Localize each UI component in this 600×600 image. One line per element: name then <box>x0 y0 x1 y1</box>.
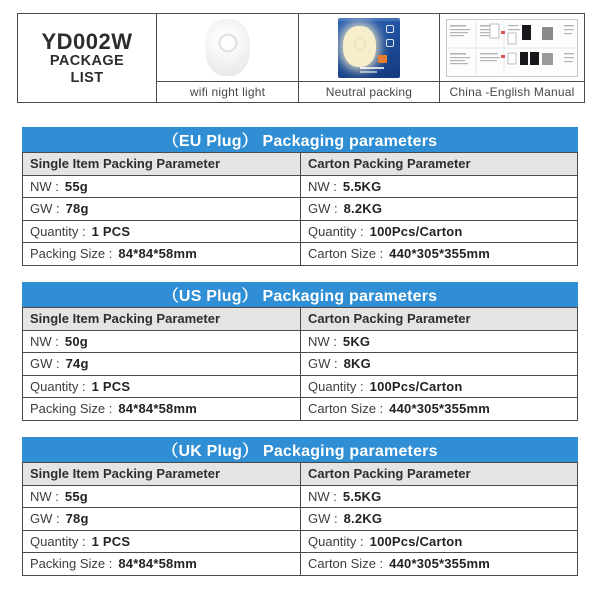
param-value: 74g <box>65 356 89 372</box>
us-table-title: （US Plug） Packaging parameters <box>22 282 578 307</box>
param-label: NW : <box>30 333 59 349</box>
param-value: 100Pcs/Carton <box>369 378 463 394</box>
param-label: GW : <box>308 356 338 372</box>
param-label: Packing Size : <box>30 246 113 262</box>
box-orange-badge <box>378 55 387 63</box>
uk-single-quantity <box>23 530 300 553</box>
param-label: NW : <box>308 488 337 504</box>
box-text-line <box>360 71 377 73</box>
eu-single-nw <box>23 175 300 198</box>
param-value: 1 PCS <box>91 378 131 394</box>
manual-image-area <box>440 14 584 81</box>
param-label: GW : <box>30 201 60 217</box>
night-light-caption: wifi night light <box>157 81 298 102</box>
us-carton-size <box>300 397 577 420</box>
param-value: 5.5KG <box>342 488 382 504</box>
wifi-night-light-image <box>205 19 250 76</box>
eu-carton-quantity <box>300 220 577 243</box>
param-label: Quantity : <box>308 223 364 239</box>
product-cell-neutral-packing <box>298 14 439 102</box>
packing-caption: Neutral packing <box>299 81 439 102</box>
param-value: 1 PCS <box>91 533 131 549</box>
manual-caption: China -English Manual <box>440 81 584 102</box>
eu-right-column-header: Carton Packing Parameter <box>300 153 577 175</box>
model-name: YD002W <box>41 28 133 54</box>
box-night-light-front <box>343 26 376 67</box>
param-label: Quantity : <box>308 378 364 394</box>
uk-left-column-header: Single Item Packing Parameter <box>23 463 300 485</box>
param-value: 8KG <box>343 356 371 372</box>
param-value: 8.2KG <box>343 201 383 217</box>
eu-packing-size <box>23 242 300 265</box>
uk-right-column-header: Carton Packing Parameter <box>300 463 577 485</box>
param-label: GW : <box>30 511 60 527</box>
box-feature-icon <box>386 39 394 47</box>
param-value: 55g <box>64 178 88 194</box>
param-label: GW : <box>308 511 338 527</box>
us-carton-quantity <box>300 375 577 398</box>
eu-single-quantity <box>23 220 300 243</box>
us-packing-size <box>23 397 300 420</box>
night-light-image-area <box>157 14 298 81</box>
param-value: 5KG <box>342 333 371 349</box>
product-cell-manual <box>439 14 584 102</box>
eu-left-column-header: Single Item Packing Parameter <box>23 153 300 175</box>
us-single-quantity <box>23 375 300 398</box>
uk-plug-table <box>22 437 578 576</box>
param-value: 8.2KG <box>343 511 383 527</box>
eu-plug-table <box>22 127 578 266</box>
uk-table-title: （UK Plug） Packaging parameters <box>22 437 578 462</box>
box-light-ring <box>354 38 366 50</box>
uk-packing-size <box>23 552 300 575</box>
param-value: 78g <box>65 511 89 527</box>
us-carton-nw <box>300 330 577 353</box>
param-value: 100Pcs/Carton <box>369 533 463 549</box>
eu-table-grid <box>22 152 578 266</box>
param-value: 84*84*58mm <box>118 246 197 262</box>
night-light-ring <box>218 33 237 52</box>
param-label: GW : <box>308 201 338 217</box>
param-label: Carton Size : <box>308 246 384 262</box>
us-plug-table <box>22 282 578 421</box>
uk-carton-gw <box>300 507 577 530</box>
param-value: 5.5KG <box>342 178 382 194</box>
us-carton-gw <box>300 352 577 375</box>
package-list-header-table <box>17 13 585 103</box>
uk-carton-nw <box>300 485 577 508</box>
param-value: 100Pcs/Carton <box>369 223 463 239</box>
eu-carton-gw <box>300 197 577 220</box>
param-label: NW : <box>30 178 59 194</box>
us-single-nw <box>23 330 300 353</box>
neutral-packing-box-image <box>338 18 400 78</box>
param-label: Carton Size : <box>308 401 384 417</box>
uk-carton-quantity <box>300 530 577 553</box>
uk-single-gw <box>23 507 300 530</box>
package-word: PACKAGE <box>49 52 125 69</box>
param-label: Carton Size : <box>308 556 384 572</box>
param-label: NW : <box>308 333 337 349</box>
param-label: NW : <box>30 488 59 504</box>
param-value: 55g <box>64 488 88 504</box>
us-right-column-header: Carton Packing Parameter <box>300 308 577 330</box>
param-label: GW : <box>30 356 60 372</box>
param-value: 50g <box>64 333 88 349</box>
list-word: LIST <box>70 69 104 86</box>
param-label: Packing Size : <box>30 556 113 572</box>
eu-carton-size <box>300 242 577 265</box>
param-value: 1 PCS <box>91 223 131 239</box>
uk-table-grid <box>22 462 578 576</box>
param-label: Packing Size : <box>30 401 113 417</box>
china-english-manual-image <box>446 19 578 77</box>
param-label: NW : <box>308 178 337 194</box>
param-label: Quantity : <box>30 533 86 549</box>
uk-single-nw <box>23 485 300 508</box>
param-value: 78g <box>65 201 89 217</box>
eu-carton-nw <box>300 175 577 198</box>
product-cell-night-light <box>156 14 298 102</box>
param-value: 84*84*58mm <box>118 401 197 417</box>
us-left-column-header: Single Item Packing Parameter <box>23 308 300 330</box>
us-single-gw <box>23 352 300 375</box>
us-table-grid <box>22 307 578 421</box>
uk-carton-size <box>300 552 577 575</box>
param-label: Quantity : <box>30 378 86 394</box>
box-feature-icon <box>386 25 394 33</box>
param-value: 440*305*355mm <box>389 556 491 572</box>
box-text-line <box>360 67 384 69</box>
param-value: 440*305*355mm <box>389 246 491 262</box>
eu-table-title: （EU Plug） Packaging parameters <box>22 127 578 152</box>
param-value: 440*305*355mm <box>389 401 491 417</box>
eu-single-gw <box>23 197 300 220</box>
param-label: Quantity : <box>308 533 364 549</box>
model-title-cell <box>18 14 156 102</box>
param-label: Quantity : <box>30 223 86 239</box>
param-value: 84*84*58mm <box>118 556 197 572</box>
packing-image-area <box>299 14 439 81</box>
